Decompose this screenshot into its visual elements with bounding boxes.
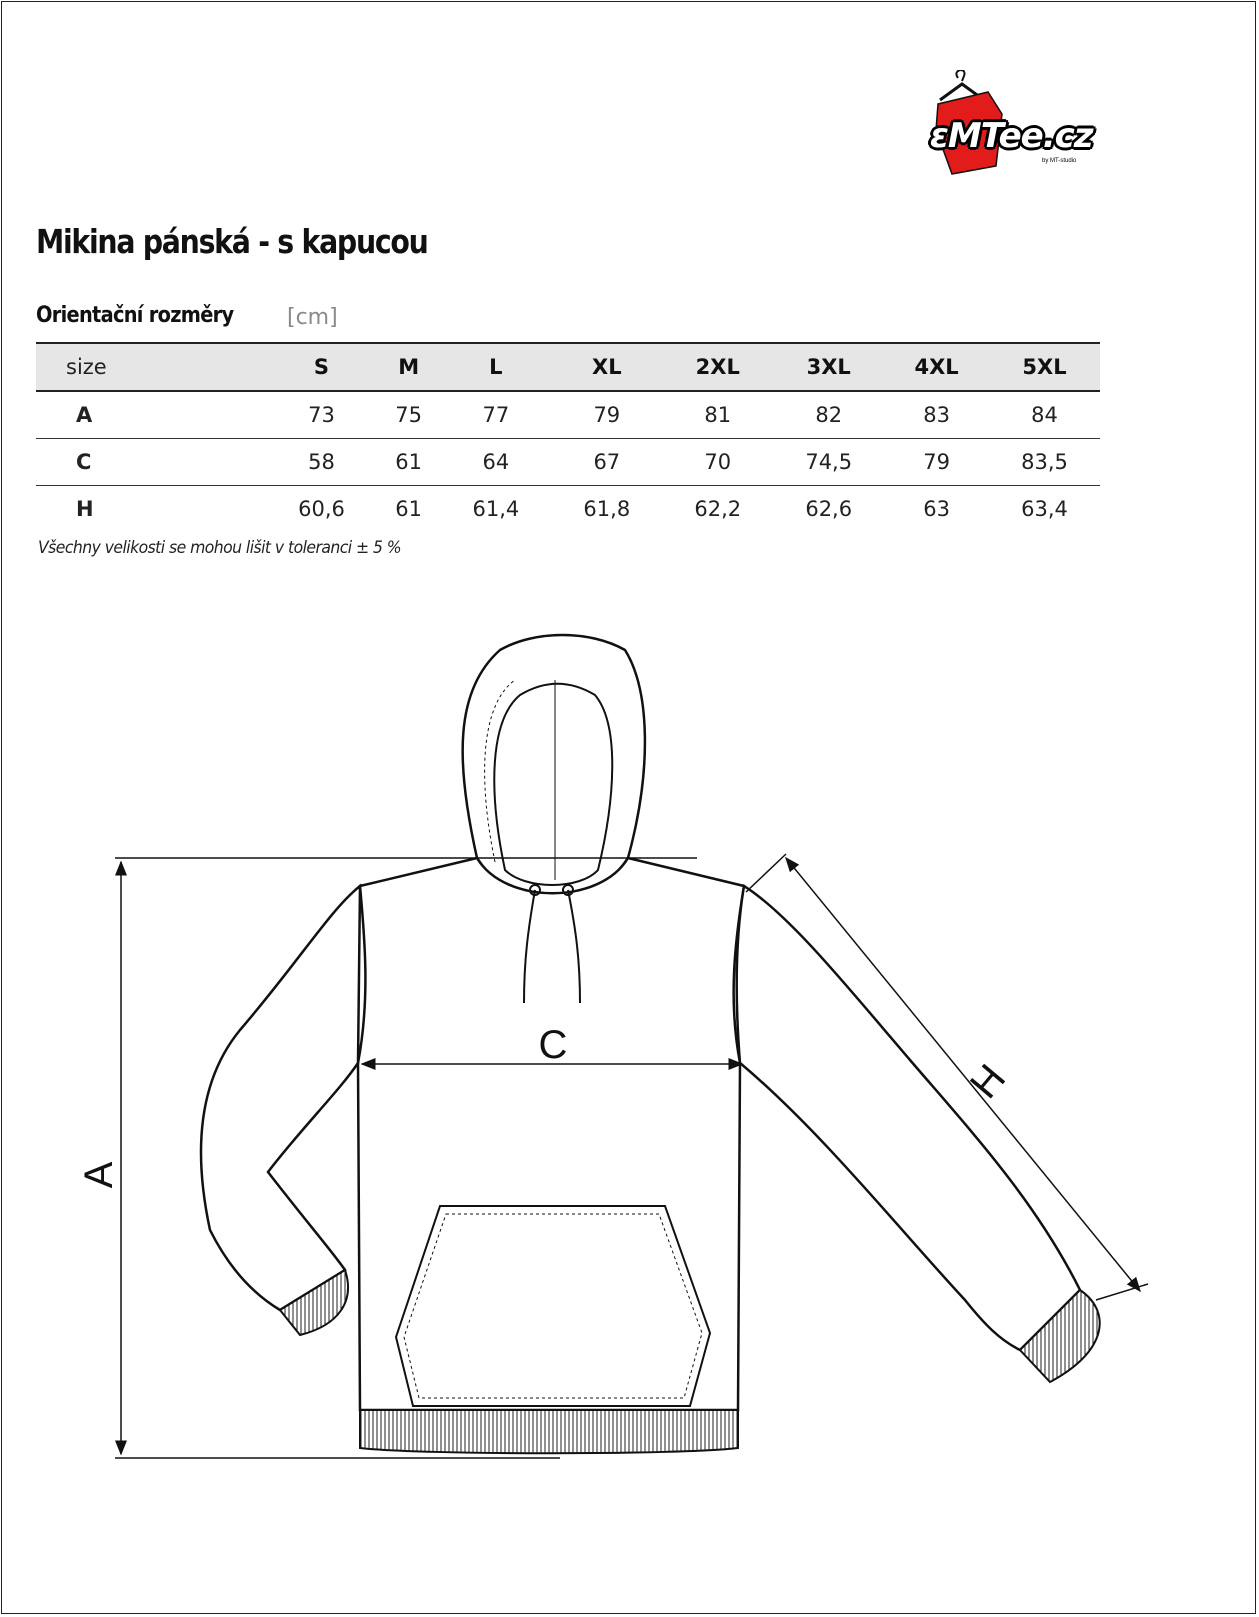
- size-col-header: 5XL: [989, 343, 1100, 391]
- size-header-label: size: [36, 343, 266, 391]
- table-cell: 63: [923, 497, 950, 521]
- table-cell: 58: [266, 439, 377, 486]
- tolerance-note: Všechny velikosti se mohou lišit v toleranci ± 5 %: [38, 538, 402, 558]
- size-col-header: 2XL: [662, 343, 773, 391]
- row-label: C: [36, 439, 266, 486]
- table-cell: 61: [377, 439, 440, 486]
- table-cell: 82: [773, 391, 884, 439]
- left-sleeve: [201, 886, 360, 1335]
- table-cell: 64: [440, 439, 551, 486]
- logo-text: εMTee.cz: [930, 116, 1093, 156]
- table-cell: 63,4: [1021, 497, 1068, 521]
- unit-label: [cm]: [287, 305, 338, 330]
- table-cell: 62,2: [694, 497, 742, 521]
- table-cell: 70: [662, 439, 773, 486]
- right-sleeve: [737, 886, 1100, 1382]
- table-cell: 61,8: [583, 497, 631, 521]
- size-col-header: 3XL: [773, 343, 884, 391]
- table-cell: 81: [662, 391, 773, 439]
- table-cell: 75: [377, 391, 440, 439]
- row-label: H: [76, 497, 94, 521]
- table-cell: 62,6: [805, 497, 853, 521]
- table-cell: 79: [551, 391, 662, 439]
- dimension-a-label: A: [77, 1161, 121, 1189]
- dimension-h-label: H: [961, 1056, 1015, 1107]
- table-cell: 74,5: [773, 439, 884, 486]
- logo-subtext: by MT-studio: [1042, 158, 1077, 164]
- table-cell: 67: [551, 439, 662, 486]
- size-col-header: 4XL: [884, 343, 989, 391]
- hood: [463, 635, 645, 902]
- table-cell: 84: [989, 391, 1100, 439]
- page-title: Mikina pánská - s kapucou: [36, 222, 428, 261]
- table-caption: Orientační rozměry: [36, 303, 234, 328]
- dimension-c-label: C: [538, 1023, 568, 1067]
- size-col-header: XL: [551, 343, 662, 391]
- size-col-header: L: [440, 343, 551, 391]
- table-cell: 60,6: [298, 497, 345, 521]
- table-cell: 73: [266, 391, 377, 439]
- table-cell: 61: [395, 497, 423, 521]
- size-col-header: S: [266, 343, 377, 391]
- table-cell: 77: [440, 391, 551, 439]
- table-cell: 83,5: [989, 439, 1100, 486]
- table-cell: 61,4: [472, 497, 520, 521]
- row-label: A: [36, 391, 266, 439]
- table-cell: 83: [884, 391, 989, 439]
- table-cell: 79: [884, 439, 989, 486]
- hoodie-body: [358, 858, 744, 1453]
- size-col-header: M: [377, 343, 440, 391]
